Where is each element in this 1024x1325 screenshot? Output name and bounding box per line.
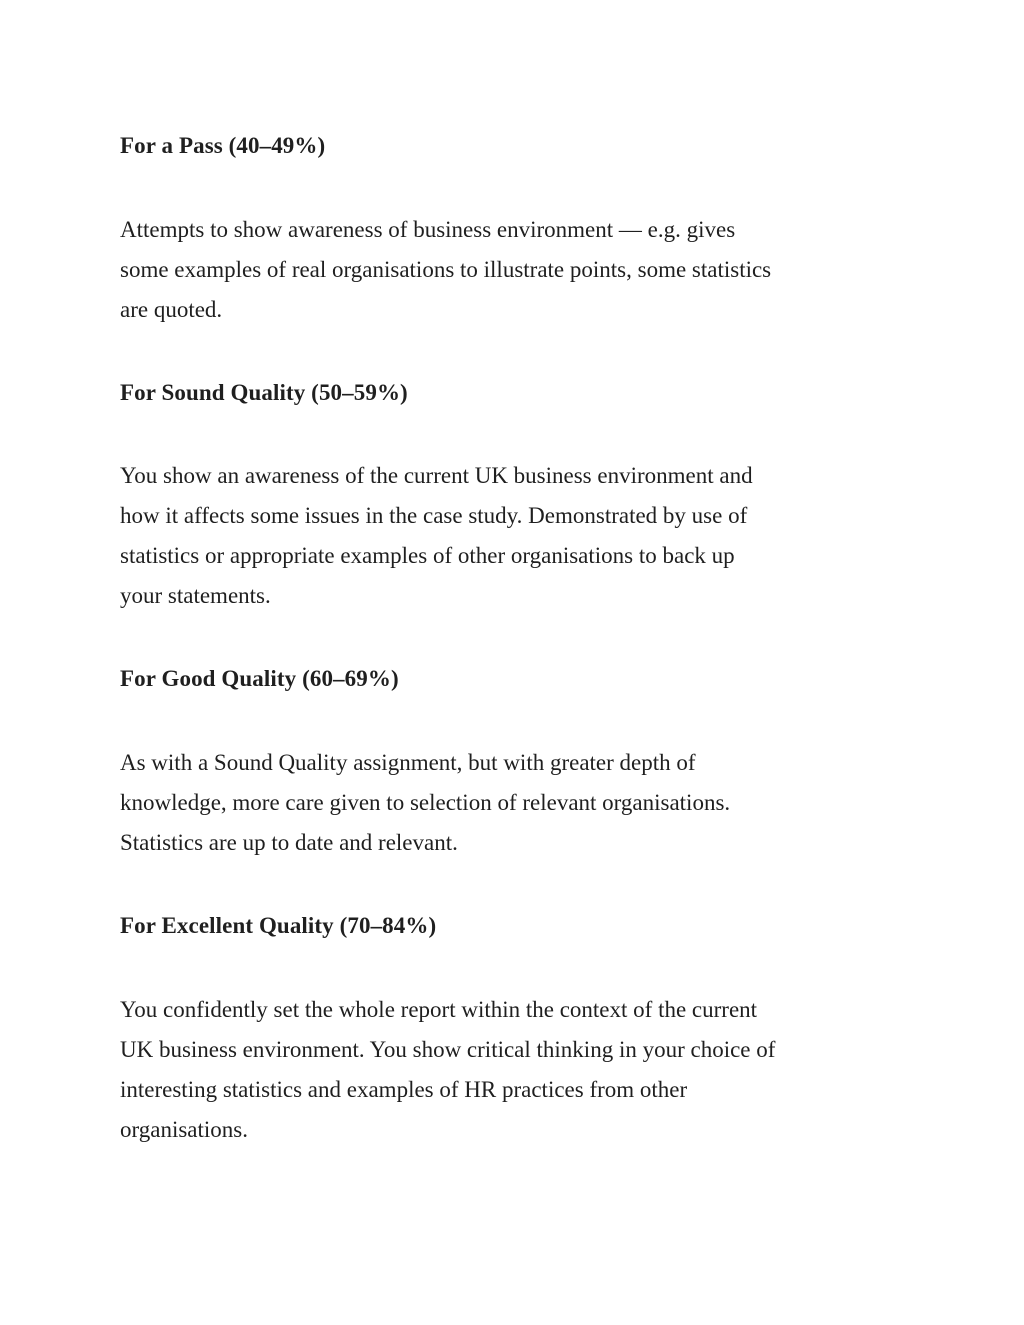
section-heading-pass: For a Pass (40–49%): [120, 133, 326, 158]
section-body-good-quality: [120, 743, 910, 863]
body-line: As with a Sound Quality assignment, but with greater depth of: [120, 750, 696, 775]
body-line: are quoted.: [120, 297, 223, 322]
section-heading-good-quality: For Good Quality (60–69%): [120, 666, 399, 691]
body-line: You show an awareness of the current UK business environment and: [120, 463, 753, 488]
body-line: You confidently set the whole report within the context of the current: [120, 997, 758, 1022]
body-line: Attempts to show awareness of business environment — e.g. gives: [120, 217, 736, 242]
section-heading-sound-quality: For Sound Quality (50–59%): [120, 380, 408, 405]
body-line: your statements.: [120, 583, 271, 608]
section-heading-excellent-quality: For Excellent Quality (70–84%): [120, 913, 437, 938]
body-line: knowledge, more care given to selection of relevant organisations.: [120, 790, 731, 815]
body-line: some examples of real organisations to illustrate points, some statistics: [120, 257, 772, 282]
body-line: Statistics are up to date and relevant.: [120, 830, 458, 855]
body-line: interesting statistics and examples of HR practices from other: [120, 1077, 688, 1102]
section-body-pass: [120, 210, 910, 330]
section-body-sound-quality: [120, 456, 910, 616]
body-line: how it affects some issues in the case study. Demonstrated by use of: [120, 503, 748, 528]
body-line: UK business environment. You show critical thinking in your choice of: [120, 1037, 776, 1062]
section-body-excellent-quality: [120, 990, 910, 1150]
body-line: statistics or appropriate examples of other organisations to back up: [120, 543, 735, 568]
body-line: organisations.: [120, 1117, 248, 1142]
